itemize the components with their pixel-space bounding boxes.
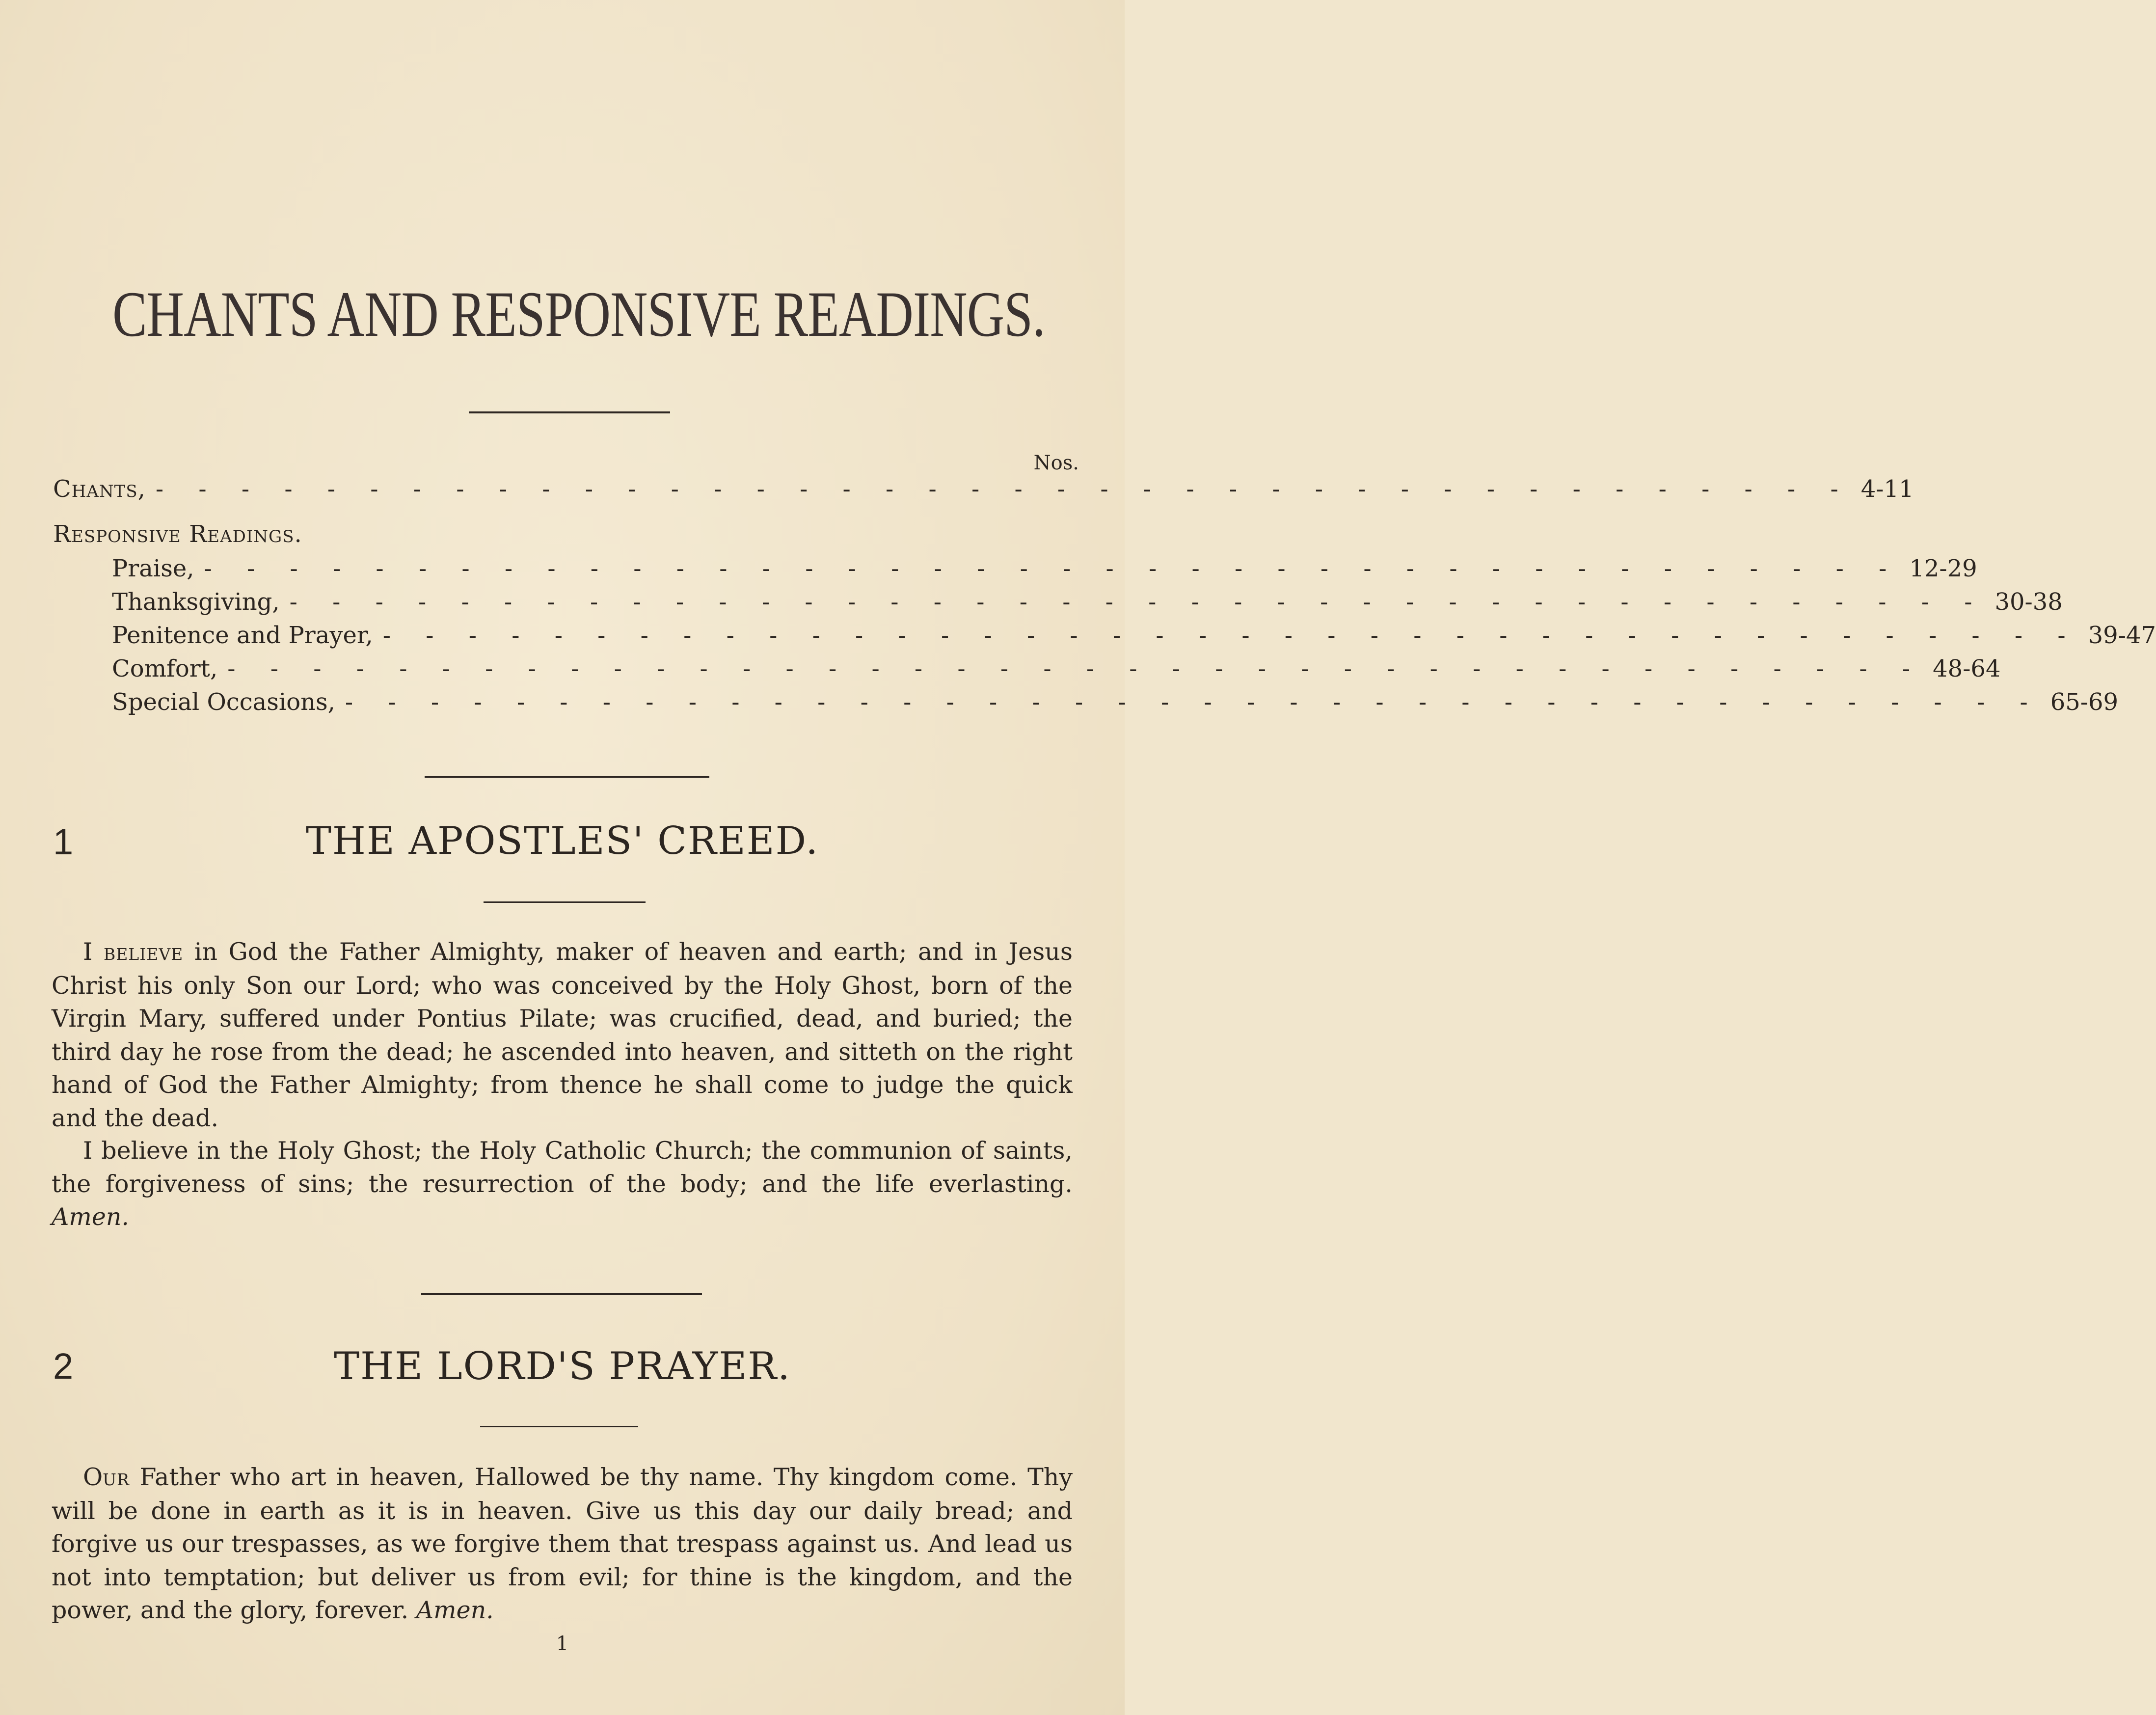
toc-leader-dots: - - - - - - - - - - - - - - - - - - - - - - - - - - - - - - - - - - - - - - - - xyxy=(382,622,2079,649)
toc-nos-header: Nos. xyxy=(1033,452,1079,474)
toc-label: Thanksgiving, xyxy=(112,588,280,616)
paragraph-text: I believe in the Holy Ghost; the Holy Catholic Church; the communion of saints, the forgiveness of sins; the resurrection of the body; and the life everlasting. xyxy=(52,1137,1073,1198)
toc-label: Special Occasions, xyxy=(112,688,335,716)
section-title: THE APOSTLES' CREED. xyxy=(305,819,819,863)
toc-heading-responsive xyxy=(53,520,1079,552)
toc-row-chants xyxy=(53,475,1914,507)
toc-leader-dots: - - - - - - - - - - - - - - - - - - - - - - - - - - - - - - - - - - - - - - - - xyxy=(289,588,1986,616)
toc-numbers: 48-64 xyxy=(1933,655,2001,682)
heading-underline xyxy=(480,1426,638,1427)
prayer-paragraph xyxy=(52,1461,1073,1627)
paragraph-text: Father who art in heaven, Hallowed be thy name. Thy kingdom come. Thy will be done in earth as it is in heaven. Give us this day our daily bread; and forgive us our trespasses, as we forgive them that trespass against us. And lead us not into temptation; but deliver us from evil; for thine is the kingdom, and the power, and the glory, forever. xyxy=(52,1463,1073,1624)
toc-row xyxy=(53,555,1977,586)
toc-label: Penitence and Prayer, xyxy=(112,622,373,649)
paragraph-text: in God the Father Almighty, maker of heaven and earth; and in Jesus Christ his only Son our Lord; who was conceived by the Holy Ghost, born of the Virgin Mary, suffered under Pontius Pilate; was crucified, dead, and buried; the third day he rose from the dead; he ascended into heaven, and sitteth on the right hand of God the Father Almighty; from thence he shall come to judge the quick and the dead. xyxy=(52,938,1073,1132)
lead-smallcaps: believe xyxy=(103,939,184,966)
toc-leader-dots: - - - - - - - - - - - - - - - - - - - - - - - - - - - - - - - - - - - - - - - - xyxy=(155,475,1852,503)
toc-row xyxy=(53,588,2063,620)
section-number: 1 xyxy=(53,821,74,862)
creed-paragraph-2 xyxy=(52,1134,1073,1234)
lead-smallcaps: ur xyxy=(103,1464,130,1491)
amen: Amen. xyxy=(52,1203,129,1231)
title-divider xyxy=(469,411,670,413)
amen: Amen. xyxy=(416,1596,494,1624)
section-number: 2 xyxy=(53,1346,74,1387)
page-title: CHANTS AND RESPONSIVE READINGS. xyxy=(112,278,1045,350)
toc-heading-label: Responsive Readings. xyxy=(53,520,302,548)
toc-numbers: 4-11 xyxy=(1860,475,1914,503)
toc-numbers: 12-29 xyxy=(1909,555,1977,582)
toc-row xyxy=(53,688,2119,720)
toc-numbers: 65-69 xyxy=(2050,688,2119,716)
lead-letter: O xyxy=(83,1463,103,1491)
toc-leader-dots: - - - - - - - - - - - - - - - - - - - - - - - - - - - - - - - - - - - - - - - - xyxy=(345,688,2042,716)
toc-label: Chants, xyxy=(53,475,146,503)
toc-leader-dots: - - - - - - - - - - - - - - - - - - - - - - - - - - - - - - - - - - - - - - - - xyxy=(204,555,1901,582)
heading-underline xyxy=(484,901,646,903)
toc-label: Comfort, xyxy=(112,655,218,682)
toc-label: Praise, xyxy=(112,555,194,582)
toc-numbers: 39-47 xyxy=(2088,622,2156,649)
creed-paragraph-1 xyxy=(52,935,1073,1135)
section-divider xyxy=(421,1293,702,1295)
toc-numbers: 30-38 xyxy=(1994,588,2063,616)
page-number: 1 xyxy=(556,1633,569,1655)
lead-letter: I xyxy=(83,938,93,966)
toc-leader-dots: - - - - - - - - - - - - - - - - - - - - - - - - - - - - - - - - - - - - - - - - xyxy=(227,655,1924,682)
section-divider xyxy=(425,776,709,778)
toc-row xyxy=(53,622,2156,653)
section-title: THE LORD'S PRAYER. xyxy=(334,1344,791,1388)
toc-row xyxy=(53,655,2001,686)
